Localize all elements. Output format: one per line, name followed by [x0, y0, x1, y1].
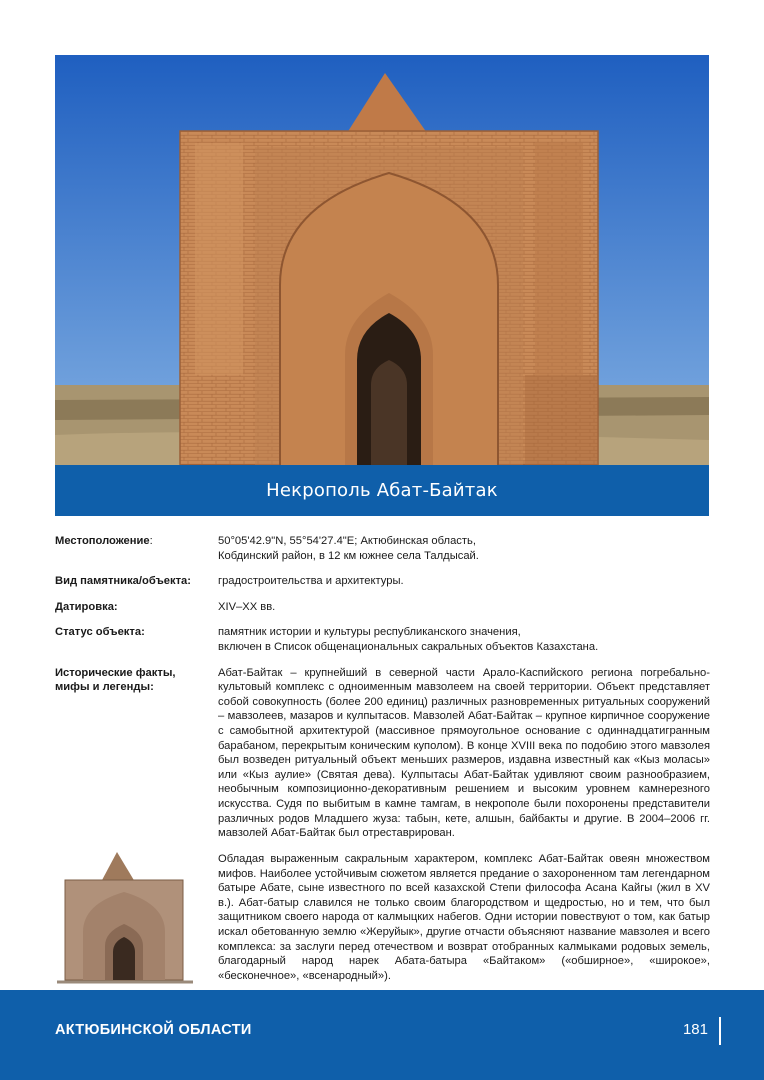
status-row: [55, 625, 710, 654]
row-value: 50°05'42.9"N, 55°54'27.4"E; Актюбинская область, Кобдинский район, в 12 км южнее села Талдысай.: [218, 535, 479, 562]
mausoleum-photo: [55, 55, 709, 465]
title-band: [55, 465, 709, 516]
thumbnail-drawing: [43, 848, 203, 984]
type-row: [55, 574, 710, 589]
row-label: Статус объекта:: [55, 626, 145, 639]
row-value: памятник истории и культуры республиканского значения, включен в Список общенациональных сакральных объектов Казахстана.: [218, 626, 599, 653]
history-row: [55, 666, 710, 841]
row-label: Местоположение:: [55, 535, 153, 547]
legend-text: Обладая выраженным сакральным характером, комплекс Абат-Байтак овеян множеством мифов. Наиболее устойчивым сюжетом является предание о захороненном там легендарном батыре Абате, сыне известного по всей казахской Степи философа Асана Кайгы (жил в XV в.). Абат-батыр славился не только своим благородством и щедростью, но и тем, что был защитником своего народа от калмыцких набегов. Одни истории повествуют о том, как батыр искал обетованную землю «Жеруйык», другие отчасти объясняют название мавзолея и всего комплекса: за заслуги перед отечеством и возврат отобранных калмыками родовых земель, благодарный народ нарек Абата-батыра «Байтаком» («обширное», «широкое», «бесконечное», «всенародный»).: [218, 853, 710, 982]
footer: [0, 990, 764, 1080]
row-label: Вид памятника/объекта:: [55, 575, 191, 588]
row-value: XIV–XX вв.: [218, 600, 276, 613]
footer-divider: [719, 1017, 721, 1045]
hero-photo: [55, 55, 709, 465]
location-row: [55, 534, 710, 563]
footer-region: АКТЮБИНСКОЙ ОБЛАСТИ: [55, 1022, 252, 1038]
history-text: Абат-Байтак – крупнейший в северной части Арало-Каспийского региона погребально-культовый комплекс с одноименным мавзолеем на своей территории. Объект представляет собой совокупность (более 200 единиц) различных разновременных ритуальных сооружений – мавзолеев, мазаров и кулпытасов. Мавзолей Абат-Байтак – крупное кирпичное сооружение с самобытной архитектурой (массивное прямоугольное основание с одиннадцатигранным барабаном, перекрытым коническим куполом). В конце XVIII века по подобию этого мавзолея был возведен ритуальный объект меньших размеров, издавна известный как «Кыз моласы» или «Кыз аулие» (Святая дева). Кулпытасы Абат-Байтак удивляют своим разнообразием, необычным композиционно-декоративным решением и высоким уровнем камнерезного искусства. Судя по выбитым в камне тамгам, в некрополе были похоронены представители различных родов Младшего жуза: табын, кете, алшын, байбакты и другие. В 2004–2006 гг. мавзолей Абат-Байтак был отреставрирован.: [218, 666, 710, 840]
date-row: [55, 600, 710, 615]
row-value: градостроительства и архитектуры.: [218, 575, 404, 588]
info-rows: [55, 534, 710, 852]
row-label: Датировка:: [55, 600, 118, 613]
mausoleum-thumbnail: [43, 848, 203, 984]
page-title: Некрополь Абат-Байтак: [266, 480, 498, 501]
page-number: 181: [682, 1021, 708, 1038]
row-label: Исторические факты, мифы и легенды:: [55, 666, 176, 694]
